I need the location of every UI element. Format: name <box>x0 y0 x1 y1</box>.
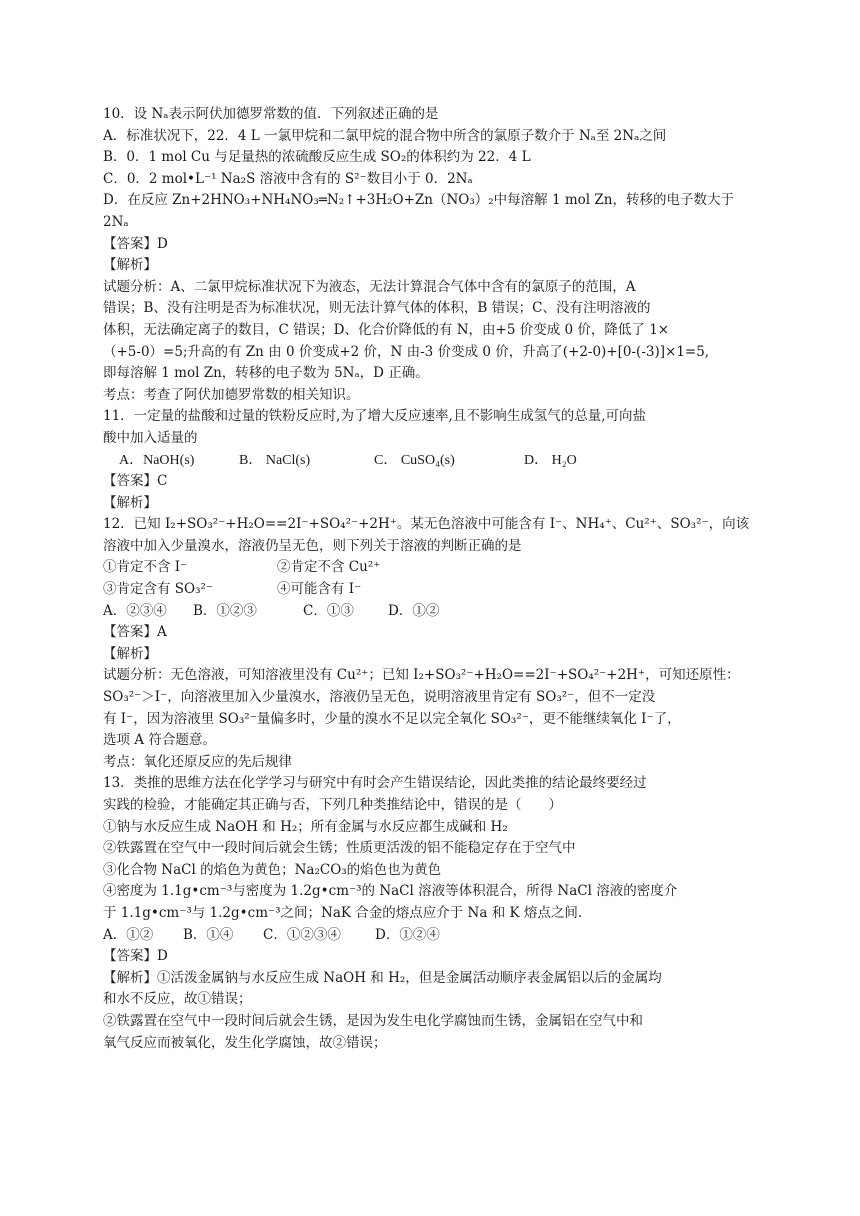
q12-analysis-line: 选项 A 符合题意。 <box>103 732 216 749</box>
q11-options <box>103 450 743 472</box>
q10-topic: 考点：考查了阿伏加德罗常数的相关知识。 <box>103 386 360 403</box>
q13-analysis-line: 【解析】①活泼金属钠与水反应生成 NaOH 和 H₂，但是金属活动顺序表金属铝以后的金属均 <box>103 969 662 986</box>
q10-option-d-cont: 2Nₐ <box>103 213 129 230</box>
q13-analysis-line: 氧气反应而被氧化，发生化学腐蚀，故②错误； <box>103 1034 387 1051</box>
q13-item: ②铁露置在空气中一段时间后就会生锈；性质更活泼的铝不能稳定存在于空气中 <box>103 840 576 857</box>
q12-answer: 【答案】A <box>103 624 167 641</box>
q12-stem-cont: 溶液中加入少量溴水，溶液仍呈无色，则下列关于溶液的判断正确的是 <box>103 537 522 554</box>
q10-analysis-line: 体积，无法确定离子的数目，C 错误；D、化合价降低的有 N，由+5 价变成 0 价，降低了 1× <box>103 321 670 338</box>
q12-item: ④可能含有 I⁻ <box>277 581 362 598</box>
q10-option-a: A．标准状况下，22．4 L 一氯甲烷和二氯甲烷的混合物中所含的氯原子数介于 Nₐ至 2Nₐ之间 <box>103 127 667 144</box>
q10-option-d: D．在反应 Zn+2HNO₃+NH₄NO₃═N₂↑+3H₂O+Zn（NO₃）₂中每溶解 1 mol Zn，转移的电子数大于 <box>103 192 734 209</box>
q10-analysis-line: 错误；B、没有注明是否为标准状况，则无法计算气体的体积，B 错误；C、没有注明溶液的 <box>103 300 651 317</box>
q11-answer: 【答案】C <box>103 473 168 490</box>
q13-options <box>103 925 743 947</box>
q11-analysis-heading: 【解析】 <box>103 494 157 511</box>
q12-item: ①肯定不含 I⁻ <box>103 559 188 576</box>
q11-option-b: B． NaCl(s) <box>239 452 311 468</box>
q12-option-c: C．①③ <box>303 602 354 619</box>
q13-stem: 13．类推的思维方法在化学学习与研究中有时会产生错误结论，因此类推的结论最终要经过 <box>103 775 647 792</box>
q13-item: ①钠与水反应生成 NaOH 和 H₂；所有金属与水反应都生成碱和 H₂ <box>103 818 508 835</box>
q12-analysis-line: SO₃²⁻＞I⁻，向溶液里加入少量溴水，溶液仍呈无色，说明溶液里肯定有 SO₃²⁻，但不一定没 <box>103 689 656 706</box>
q10-option-b: B．0．1 mol Cu 与足量热的浓硫酸反应生成 SO₂的体积约为 22．4 L <box>103 149 531 166</box>
q11-option-a: A．NaOH(s) <box>119 452 195 468</box>
q12-analysis-heading: 【解析】 <box>103 645 157 662</box>
q12-option-a: A．②③④ <box>103 602 167 619</box>
q13-option-d: D．①②④ <box>375 926 440 943</box>
q12-item: ③肯定含有 SO₃²⁻ <box>103 581 214 598</box>
q11-option-c: C． CuSO₄(s) <box>374 452 455 468</box>
q12-item: ②肯定不含 Cu²⁺ <box>277 559 381 576</box>
q11-option-d: D． H₂O <box>524 452 577 468</box>
q12-analysis-line: 试题分析：无色溶液，可知溶液里没有 Cu²⁺；已知 I₂+SO₃²⁻+H₂O==2I⁻+SO₄²⁻+2H⁺，可知还原性： <box>103 667 740 684</box>
q13-analysis-line: 和水不反应，故①错误； <box>103 991 252 1008</box>
q10-stem: 10．设 Nₐ表示阿伏加德罗常数的值．下列叙述正确的是 <box>103 106 439 122</box>
q10-answer: 【答案】D <box>103 235 168 252</box>
q13-item: ③化合物 NaCl 的焰色为黄色；Na₂CO₃的焰色也为黄色 <box>103 861 442 878</box>
q12-topic: 考点：氧化还原反应的先后规律 <box>103 753 292 770</box>
q11-stem: 11．一定量的盐酸和过量的铁粉反应时,为了增大反应速率,且不影响生成氢气的总量,可向盐 <box>103 408 647 425</box>
q13-stem-cont: 实践的检验，才能确定其正确与否，下列几种类推结论中，错误的是（ ） <box>103 797 562 813</box>
q12-items-row <box>103 579 743 601</box>
q12-analysis-line: 有 I⁻，因为溶液里 SO₃²⁻量偏多时，少量的溴水不足以完全氧化 SO₃²⁻，更不能继续氧化 I⁻了， <box>103 710 681 727</box>
q12-options <box>103 601 743 623</box>
q10-analysis-line: 即每溶解 1 mol Zn，转移的电子数为 5Nₐ，D 正确。 <box>103 365 429 382</box>
q10-analysis-heading: 【解析】 <box>103 257 157 274</box>
q12-items-row <box>103 557 743 579</box>
q13-option-a: A．①② <box>103 926 154 943</box>
q10-option-c: C．0．2 mol•L⁻¹ Na₂S 溶液中含有的 S²⁻数目小于 0．2Nₐ <box>103 170 473 187</box>
q13-item: ④密度为 1.1g•cm⁻³与密度为 1.2g•cm⁻³的 NaCl 溶液等体积混合，所得 NaCl 溶液的密度介 <box>103 883 678 900</box>
q13-analysis-line: ②铁露置在空气中一段时间后就会生锈，是因为发生电化学腐蚀而生锈，金属铝在空气中和 <box>103 1012 643 1029</box>
q13-option-b: B．①④ <box>183 926 234 943</box>
q11-stem-cont: 酸中加入适量的 <box>103 429 198 446</box>
q12-option-d: D．①② <box>388 602 440 619</box>
q13-answer: 【答案】D <box>103 948 168 965</box>
q13-option-c: C．①②③④ <box>263 926 341 943</box>
q12-option-b: B．①②③ <box>193 602 257 619</box>
q12-stem: 12．已知 I₂+SO₃²⁻+H₂O==2I⁻+SO₄²⁻+2H⁺。某无色溶液中可能含有 I⁻、NH₄⁺、Cu²⁺、SO₃²⁻，向该 <box>103 516 750 533</box>
q13-item-cont: 于 1.1g•cm⁻³与 1.2g•cm⁻³之间；NaK 合金的熔点应介于 Na 和 K 熔点之间. <box>103 904 583 921</box>
q10-analysis-line: 试题分析：A、二氯甲烷标准状况下为液态，无法计算混合气体中含有的氯原子的范围，A <box>103 278 636 295</box>
q10-analysis-line: （+5-0）=5;升高的有 Zn 由 0 价变成+2 价，N 由-3 价变成 0 价，升高了(+2-0)+[0-(-3)]×1=5, <box>103 343 710 360</box>
document-page <box>103 104 750 1054</box>
